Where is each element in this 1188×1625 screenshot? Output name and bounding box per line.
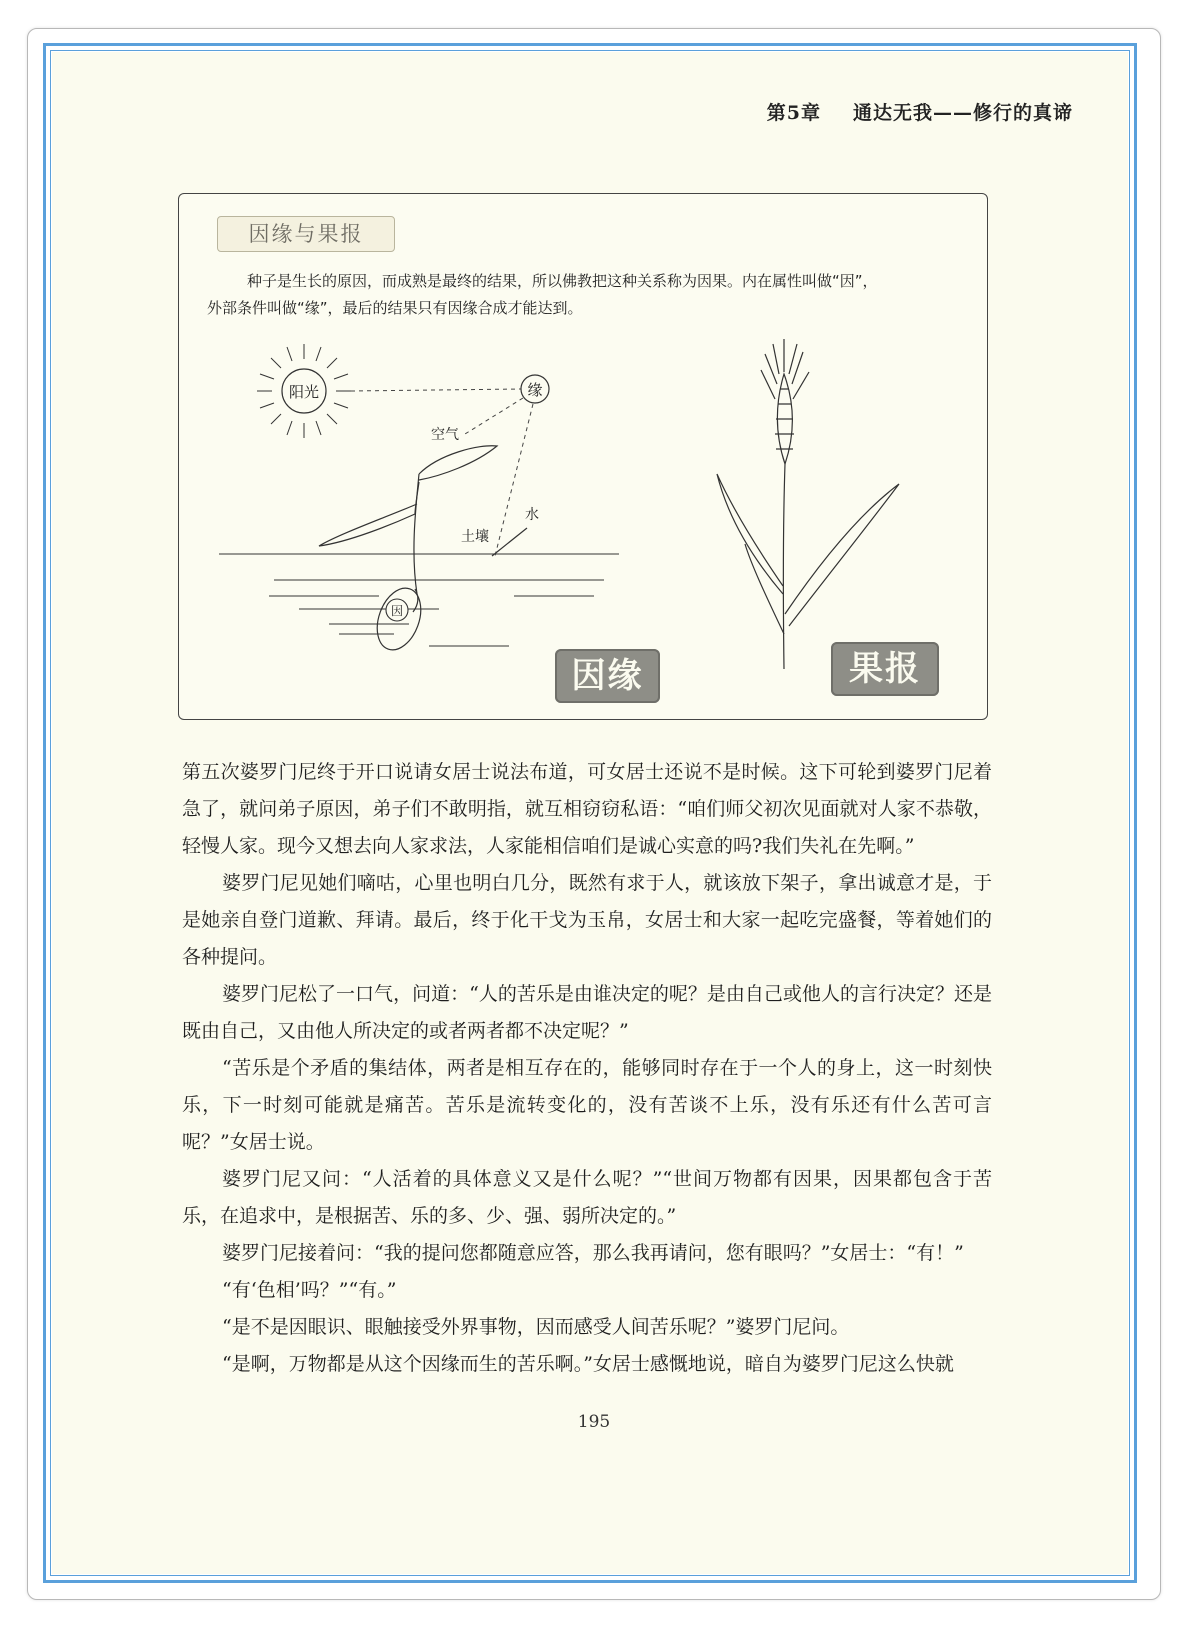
air-label: 空气 [431, 427, 459, 443]
paragraph: “是不是因眼识、眼触接受外界事物，因而感受人间苦乐呢？”婆罗门尼问。 [222, 1316, 850, 1338]
cause-label: 因 [390, 604, 404, 618]
chapter-number: 第5章 [766, 102, 821, 124]
body-text [182, 754, 992, 1383]
figure-caption-line-1: 种子是生长的原因，而成熟是最终的结果，所以佛教把这种关系称为因果。内在属性叫做“因”， [247, 272, 878, 290]
page-number: 195 [577, 1412, 611, 1432]
condition-label: 缘 [527, 381, 543, 399]
soil-label: 土壤 [461, 529, 489, 545]
sunlight-label: 阳光 [288, 383, 320, 401]
paragraph: “有‘色相’吗？”“有。” [222, 1279, 397, 1301]
condition-to-soil-line [495, 404, 533, 556]
cause-stamp: 因缘 [555, 649, 660, 703]
paragraph: “是啊，万物都是从这个因缘而生的苦乐啊。”女居士感慨地说，暗自为婆罗门尼这么快就 [222, 1353, 954, 1375]
paragraph: 婆罗门尼见她们嘀咕，心里也明白几分，既然有求于人，就该放下架子，拿出诚意才是，于是她亲自登门道歉、拜请。最后，终于化干戈为玉帛，女居士和大家一起吃完盛餐，等着她们的各种提问。 [182, 872, 992, 968]
paragraph: 婆罗门尼松了一口气，问道：“人的苦乐是由谁决定的呢？是由自己或他人的言行决定？还是既由自己，又由他人所决定的或者两者都不决定呢？” [182, 983, 992, 1042]
water-arrow [492, 528, 527, 556]
figure-caption-line-2: 外部条件叫做“缘”，最后的结果只有因缘合成才能达到。 [207, 299, 583, 317]
water-label: 水 [525, 507, 539, 523]
wheat-drawing [717, 339, 899, 669]
paragraph: “苦乐是个矛盾的集结体，两者是相互存在的，能够同时存在于一个人的身上，这一时刻快乐，下一时刻可能就是痛苦。苦乐是流转变化的，没有苦谈不上乐，没有乐还有什么苦可言呢？”女居士说。 [182, 1057, 992, 1153]
figure-box [178, 193, 988, 720]
effect-stamp: 果报 [831, 642, 939, 696]
running-header [767, 98, 1073, 125]
chapter-title: 通达无我——修行的真谛 [852, 102, 1073, 124]
paragraph: 婆罗门尼又问：“人活着的具体意义又是什么呢？”“世间万物都有因果，因果都包含于苦乐，在追求中，是根据苦、乐的多、少、强、弱所决定的。” [182, 1168, 992, 1227]
condition-to-air-line [465, 398, 523, 434]
paragraph: 婆罗门尼接着问：“我的提问您都随意应答，那么我再请问，您有眼吗？”女居士：“有！” [222, 1242, 964, 1264]
sun-to-condition-line [351, 389, 521, 391]
paragraph: 第五次婆罗门尼终于开口说请女居士说法布道，可女居士还说不是时候。这下可轮到婆罗门尼着急了，就问弟子原因，弟子们不敢明指，就互相窃窃私语：“咱们师父初次见面就对人家不恭敬，轻慢人家。现今又想去向人家求法，人家能相信咱们是诚心实意的吗?我们失礼在先啊。” [182, 761, 992, 857]
cause-effect-illustration [179, 194, 987, 719]
figure-title: 因缘与果报 [217, 216, 395, 252]
